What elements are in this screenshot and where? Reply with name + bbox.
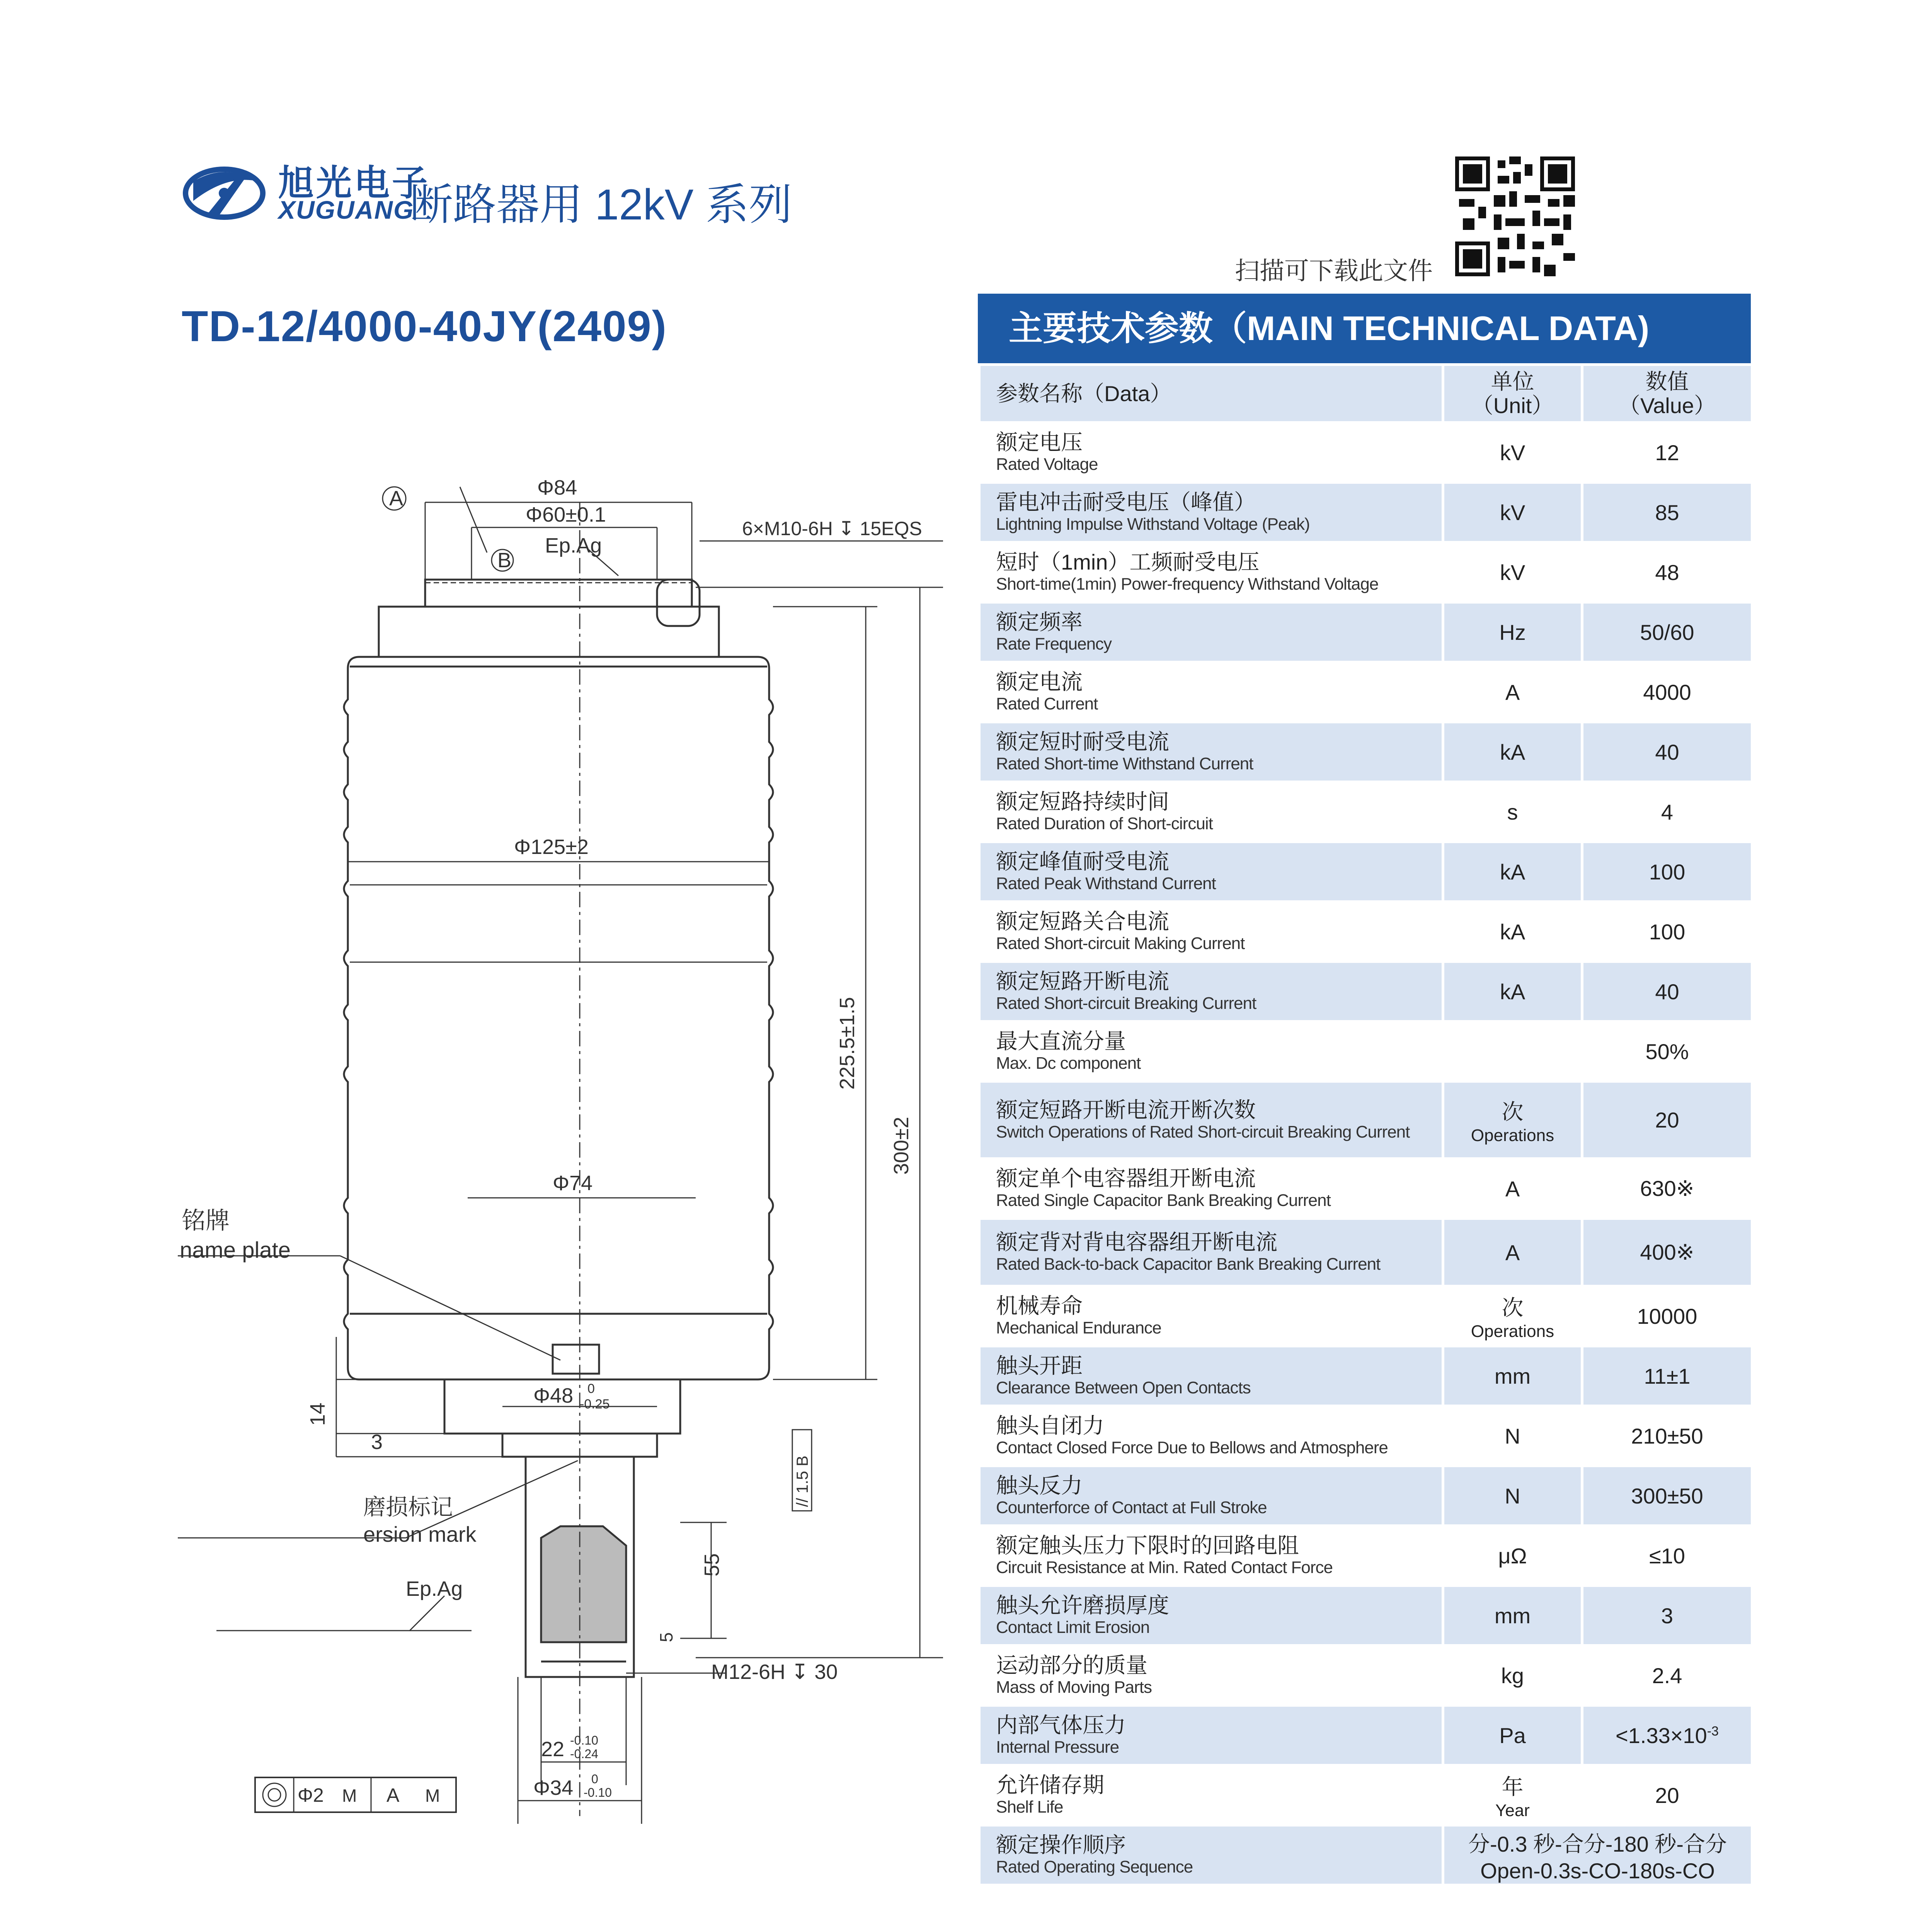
unit-value-en: Operations (1471, 1126, 1554, 1145)
unit-cell (1443, 1219, 1582, 1286)
dim-phi74: Φ74 (553, 1172, 593, 1195)
param-value: 100 (1649, 859, 1685, 884)
unit-value: 次 (1502, 1099, 1524, 1124)
param-cell (979, 782, 1443, 842)
model-title: TD-12/4000-40JY(2409) (182, 302, 667, 350)
datum-a: A (389, 487, 403, 510)
main-table-heading: 主要技术参数（MAIN TECHNICAL DATA) (978, 294, 1751, 363)
param-name-en: Rated Single Capacitor Bank Breaking Current (996, 1191, 1331, 1210)
table-row (979, 1765, 1752, 1825)
value-cell (1582, 543, 1752, 602)
value-cell (1582, 1466, 1752, 1526)
dim-phi48-tol-dn: -0.25 (580, 1397, 610, 1412)
unit-cell (1443, 1082, 1582, 1159)
param-name-en: Rated Duration of Short-circuit (996, 814, 1213, 833)
dim-phi48: Φ48 (533, 1384, 574, 1407)
unit-value: N (1505, 1483, 1520, 1508)
param-name-cn: 额定峰值耐受电流 (996, 849, 1169, 874)
value-cell (1582, 1586, 1752, 1646)
param-value: 11±1 (1644, 1364, 1691, 1388)
unit-value: kA (1500, 859, 1525, 884)
unit-cell (1443, 1466, 1582, 1526)
param-name-cn: 机械寿命 (996, 1294, 1083, 1318)
param-name-en: Counterforce of Contact at Full Stroke (996, 1498, 1267, 1517)
param-value: 100 (1649, 919, 1685, 944)
value-cell (1582, 1526, 1752, 1586)
brand-name-cn: 旭光电子 (278, 163, 430, 203)
table-row (979, 483, 1752, 543)
dim-22-tol-up: -0.10 (570, 1733, 598, 1747)
param-cell (979, 1765, 1443, 1825)
param-name-cn: 额定单个电容器组开断电流 (996, 1166, 1256, 1190)
dim-14: 14 (306, 1402, 329, 1426)
table-row (979, 1286, 1752, 1346)
unit-value: kV (1500, 560, 1525, 585)
thread-bottom-label: M12-6H ↧ 30 (711, 1660, 838, 1684)
sequence-cn: 分-0.3 秒-合分-180 秒-合分 (1468, 1832, 1727, 1856)
unit-cell (1443, 722, 1582, 782)
param-name-en: Switch Operations of Rated Short-circuit Breaking Current (996, 1122, 1410, 1141)
thread-top-label: 6×M10-6H ↧ 15EQS (742, 518, 922, 539)
param-name-en: Rate Frequency (996, 634, 1112, 653)
param-name-cn: 触头开距 (996, 1354, 1083, 1378)
unit-cell (1443, 1586, 1582, 1646)
dim-5: 5 (656, 1632, 676, 1642)
param-cell (979, 423, 1443, 483)
value-cell (1582, 1219, 1752, 1286)
param-value: 300±50 (1631, 1483, 1703, 1508)
param-cell (979, 1526, 1443, 1586)
dim-300: 300±2 (890, 1117, 913, 1175)
param-cell (979, 1706, 1443, 1765)
table-row (979, 902, 1752, 962)
param-value: 4000 (1643, 680, 1691, 704)
param-cell (979, 842, 1443, 902)
param-value: 85 (1655, 500, 1679, 525)
table-header-row (979, 365, 1752, 423)
table-row (979, 842, 1752, 902)
param-cell (979, 1219, 1443, 1286)
param-name-cn: 触头反力 (996, 1473, 1083, 1498)
header-unit-en: （Unit） (1471, 393, 1554, 418)
table-row (979, 1346, 1752, 1406)
table-row (979, 543, 1752, 602)
unit-cell (1443, 902, 1582, 962)
wear-mark-label-cn: 磨损标记 (363, 1495, 453, 1520)
ep-ag-top-label: Ep.Ag (545, 534, 602, 557)
param-value: 50/60 (1640, 620, 1694, 645)
param-value: 630※ (1640, 1176, 1694, 1201)
param-cell (979, 1159, 1443, 1219)
table-row (979, 1466, 1752, 1526)
param-name-en: Contact Closed Force Due to Bellows and Atmosphere (996, 1438, 1388, 1457)
wear-mark-label-en: ersion mark (363, 1522, 477, 1546)
param-name-cn: 额定短路持续时间 (996, 789, 1169, 814)
unit-cell (1443, 1159, 1582, 1219)
param-name-cn: 额定触头压力下限时的回路电阻 (996, 1533, 1299, 1558)
unit-value: Pa (1499, 1723, 1526, 1748)
value-cell (1582, 602, 1752, 662)
unit-cell (1443, 1346, 1582, 1406)
unit-cell (1443, 602, 1582, 662)
interrupter-dimension-drawing (170, 448, 982, 1847)
param-name-en: Rated Back-to-back Capacitor Bank Breaking Current (996, 1255, 1381, 1274)
table-row (979, 602, 1752, 662)
unit-cell (1443, 662, 1582, 722)
param-cell (979, 1286, 1443, 1346)
table-row (979, 1159, 1752, 1219)
table-row (979, 1526, 1752, 1586)
frame-modifier-2: M (425, 1786, 440, 1806)
sequence-en: Open-0.3s-CO-180s-CO (1480, 1858, 1715, 1883)
param-name-en: Contact Limit Erosion (996, 1618, 1150, 1637)
param-value: 50% (1645, 1039, 1689, 1064)
unit-value-en: Operations (1471, 1322, 1554, 1341)
param-cell (979, 902, 1443, 962)
dim-phi34-tol-up: 0 (591, 1772, 598, 1786)
unit-cell (1443, 1406, 1582, 1466)
param-cell (979, 483, 1443, 543)
param-cell (979, 543, 1443, 602)
param-name-cn: 运动部分的质量 (996, 1653, 1147, 1677)
param-name-en: Rated Short-circuit Making Current (996, 934, 1245, 953)
table-row (979, 423, 1752, 483)
param-cell (979, 962, 1443, 1022)
param-name-en: Internal Pressure (996, 1738, 1119, 1757)
value-cell (1582, 902, 1752, 962)
param-name-en: Clearance Between Open Contacts (996, 1378, 1251, 1397)
dim-22: 22 (541, 1738, 565, 1761)
unit-cell (1443, 1022, 1582, 1082)
param-value: 210±50 (1631, 1423, 1703, 1448)
header-unit-cn: 单位 (1491, 369, 1534, 394)
param-name-cn: 额定短时耐受电流 (996, 730, 1169, 754)
unit-value: A (1505, 1240, 1520, 1265)
param-name-en: Rated Short-circuit Breaking Current (996, 994, 1256, 1013)
param-name-cn: 额定电压 (996, 430, 1083, 454)
param-name-en: Rated Operating Sequence (996, 1857, 1193, 1876)
unit-value: kA (1500, 740, 1525, 764)
main-technical-data (978, 294, 1751, 1886)
param-value: ≤10 (1649, 1543, 1685, 1568)
unit-cell (1443, 1706, 1582, 1765)
param-name-en: Rated Current (996, 694, 1098, 713)
value-cell (1582, 1706, 1752, 1765)
param-name-en: Max. Dc component (996, 1054, 1141, 1073)
value-cell (1582, 962, 1752, 1022)
param-name-cn: 允许储存期 (996, 1773, 1104, 1797)
unit-cell (1443, 1765, 1582, 1825)
unit-cell (1443, 483, 1582, 543)
unit-value-en: Year (1495, 1801, 1530, 1820)
unit-cell (1443, 423, 1582, 483)
table-row (979, 662, 1752, 722)
param-cell (979, 1586, 1443, 1646)
value-cell (1582, 782, 1752, 842)
series-title: 断路器用 12kV 系列 (410, 180, 792, 229)
table-row (979, 1586, 1752, 1646)
param-name-en: Mass of Moving Parts (996, 1678, 1152, 1697)
sequence-cell (1443, 1825, 1752, 1885)
param-value: <1.33×10 (1616, 1723, 1707, 1748)
table-row (979, 962, 1752, 1022)
value-cell (1582, 662, 1752, 722)
param-name-cn: 额定短路开断电流 (996, 969, 1169, 993)
param-cell (979, 1825, 1443, 1885)
unit-value: s (1507, 799, 1518, 824)
param-name-cn: 额定短路关合电流 (996, 909, 1169, 934)
param-value: 400※ (1640, 1240, 1694, 1264)
param-name-en: Circuit Resistance at Min. Rated Contact Force (996, 1558, 1333, 1577)
unit-value: μΩ (1498, 1543, 1527, 1568)
param-name-en: Lightning Impulse Withstand Voltage (Peak) (996, 515, 1310, 534)
unit-cell (1443, 842, 1582, 902)
param-cell (979, 1082, 1443, 1159)
unit-value: kV (1500, 500, 1525, 525)
brand-name-en: XUGUANG (278, 196, 414, 224)
header-value-cn: 数值 (1645, 369, 1689, 394)
table-row (979, 722, 1752, 782)
param-value: 12 (1655, 440, 1679, 465)
datum-b: B (497, 549, 512, 572)
param-value: 40 (1655, 979, 1679, 1004)
unit-value: 次 (1502, 1296, 1524, 1320)
frame-tolerance: Φ2 (298, 1784, 324, 1806)
param-value: 48 (1655, 560, 1679, 585)
param-name-cn: 触头自闭力 (996, 1413, 1104, 1438)
ep-ag-bottom-label: Ep.Ag (406, 1577, 463, 1600)
header-value-en: （Value） (1618, 393, 1716, 418)
table-row (979, 782, 1752, 842)
param-name-en: Rated Voltage (996, 455, 1098, 474)
param-value-exponent: -3 (1707, 1723, 1719, 1738)
value-cell (1582, 842, 1752, 902)
table-row (979, 1406, 1752, 1466)
param-cell (979, 1466, 1443, 1526)
unit-value: 年 (1502, 1775, 1524, 1799)
unit-value: mm (1494, 1603, 1531, 1628)
table-row (979, 1022, 1752, 1082)
value-cell (1582, 423, 1752, 483)
param-name-en: Short-time(1min) Power-frequency Withstand Voltage (996, 575, 1379, 594)
param-name-en: Mechanical Endurance (996, 1318, 1161, 1337)
dim-phi48-tol-up: 0 (587, 1381, 595, 1396)
value-cell (1582, 483, 1752, 543)
header-param: 参数名称（Data） (979, 365, 1443, 423)
value-cell (1582, 1406, 1752, 1466)
dim-phi125: Φ125±2 (514, 835, 589, 859)
main-data-table (978, 363, 1754, 1886)
unit-value: kV (1500, 440, 1525, 465)
param-name-cn: 额定电流 (996, 670, 1083, 694)
qr-code-icon (1455, 156, 1575, 276)
param-value: 3 (1661, 1603, 1674, 1628)
value-cell (1582, 1765, 1752, 1825)
parallelism-tolerance: // 1.5 B (793, 1455, 811, 1507)
param-name-cn: 短时（1min）工频耐受电压 (996, 550, 1260, 574)
param-cell (979, 602, 1443, 662)
dim-225: 225.5±1.5 (836, 997, 859, 1090)
dim-55: 55 (700, 1553, 724, 1577)
param-name-en: Shelf Life (996, 1798, 1063, 1816)
nameplate-label-en: name plate (180, 1238, 291, 1263)
param-cell (979, 1646, 1443, 1706)
param-value: 4 (1661, 799, 1674, 824)
param-value: 20 (1655, 1783, 1679, 1808)
param-value: 20 (1655, 1108, 1679, 1132)
param-name-cn: 额定短路开断电流开断次数 (996, 1097, 1256, 1122)
table-row (979, 1646, 1752, 1706)
unit-value: A (1505, 680, 1520, 704)
unit-cell (1443, 782, 1582, 842)
value-cell (1582, 1646, 1752, 1706)
param-name-en: Rated Peak Withstand Current (996, 874, 1216, 893)
frame-datum: A (386, 1784, 400, 1806)
qr-caption: 扫描可下载此文件 (1235, 257, 1433, 285)
param-name-cn: 雷电冲击耐受电压（峰值） (996, 490, 1256, 514)
dim-22-tol-dn: -0.24 (570, 1747, 598, 1761)
param-name-cn: 内部气体压力 (996, 1713, 1126, 1737)
value-cell (1582, 1022, 1752, 1082)
unit-value: N (1505, 1423, 1520, 1448)
table-row (979, 1219, 1752, 1286)
value-cell (1582, 1286, 1752, 1346)
unit-value: mm (1494, 1364, 1531, 1388)
dim-phi84: Φ84 (537, 476, 577, 499)
param-name-cn: 额定背对背电容器组开断电流 (996, 1230, 1277, 1254)
param-name-en: Rated Short-time Withstand Current (996, 754, 1253, 773)
param-value: 40 (1655, 740, 1679, 764)
table-row (979, 1706, 1752, 1765)
dim-phi34: Φ34 (533, 1776, 574, 1799)
param-cell (979, 662, 1443, 722)
table-row (979, 1825, 1752, 1885)
unit-cell (1443, 962, 1582, 1022)
value-cell (1582, 722, 1752, 782)
dim-3: 3 (371, 1430, 383, 1454)
param-name-cn: 额定操作顺序 (996, 1833, 1126, 1857)
dim-phi34-tol-dn: -0.10 (584, 1786, 612, 1799)
nameplate-label-cn: 铭牌 (182, 1208, 230, 1234)
unit-value: kA (1500, 979, 1525, 1004)
param-cell (979, 1406, 1443, 1466)
param-cell (979, 722, 1443, 782)
unit-value: kg (1501, 1663, 1524, 1688)
frame-modifier-1: M (342, 1786, 357, 1806)
unit-cell (1443, 1286, 1582, 1346)
unit-value: Hz (1499, 620, 1526, 645)
param-name-cn: 额定频率 (996, 610, 1083, 634)
table-row (979, 1082, 1752, 1159)
param-value: 10000 (1637, 1304, 1697, 1328)
unit-value: A (1505, 1176, 1520, 1201)
unit-cell (1443, 543, 1582, 602)
value-cell (1582, 1159, 1752, 1219)
param-cell (979, 1022, 1443, 1082)
param-cell (979, 1346, 1443, 1406)
unit-value: kA (1500, 919, 1525, 944)
unit-cell (1443, 1526, 1582, 1586)
param-value: 2.4 (1652, 1663, 1682, 1688)
value-cell (1582, 1082, 1752, 1159)
value-cell (1582, 1346, 1752, 1406)
param-name-cn: 最大直流分量 (996, 1029, 1126, 1053)
param-name-cn: 触头允许磨损厚度 (996, 1593, 1169, 1617)
unit-cell (1443, 1646, 1582, 1706)
dim-phi60: Φ60±0.1 (526, 503, 606, 526)
